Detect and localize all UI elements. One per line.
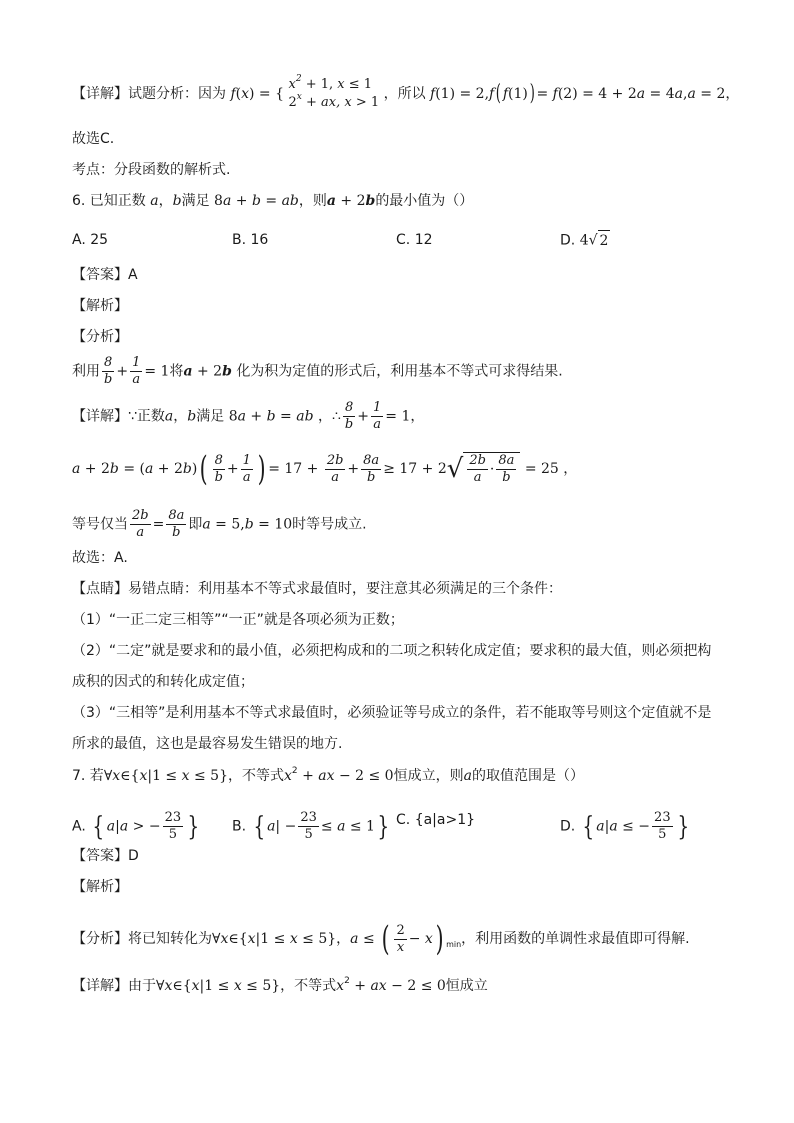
q6-stem: 6. 已知正数 a，b满足 8a + b = ab，则a + 2b的最小值为（） <box>72 193 474 209</box>
q7-option-c: C. {a|a>1} <box>396 812 476 828</box>
q7-option-a: A. { a|a > − $\frac{23}{5}$ } <box>72 810 200 842</box>
q6-point-2: （2）“二定”就是要求和的最小值，必须把构成和的二项之积转化成定值；要求积的最大值，则必须把构 <box>72 643 712 659</box>
q6-jiexi-tag: 【解析】 <box>72 298 128 314</box>
detail-intro: 试题分析：因为 <box>128 86 226 102</box>
q7-fenxi-line: 【分析】将已知转化为∀x∈{x|1 ≤ x ≤ 5}，a ≤ ( $\frac{2}{x}$ − x) $_{min}$，利用函数的单调性求最值即可得解. <box>72 919 690 959</box>
q6-detail-line: 【详解】∵正数a，b满足 8a + b = ab ，∴ $\frac{8}{b}$ + $\frac{1}{a}$ = 1， <box>72 400 425 432</box>
detail-so: ，所以 <box>383 86 426 102</box>
q6-dianjing: 【点睛】易错点睛：利用基本不等式求最值时，要注意其必须满足的三个条件： <box>72 581 562 597</box>
q6-answer: 【答案】A <box>72 267 138 283</box>
q7-jiexi-tag: 【解析】 <box>72 879 128 895</box>
q5-detail-line: 【详解】试题分析：因为 f(x) = { $x^2 + 1$, x ≤ 1 2$^x$ + ax, x > 1 ，所以 f(1) = 2,f( f(1)) = f(2) = 4 + 2a = 4a,a = 2， <box>72 74 740 110</box>
q6-option-c: C. 12 <box>396 232 433 248</box>
q6-inequality-chain: a + 2b = (a + 2b)( $\frac{8}{b}$ + $\frac{1}{a}$ ) = 17 + $\frac{2b}{a}$ + $\frac{8a}{b}$ ≥ 17 + 2√ $\frac{2b}{a}$ · $\frac{8a}{b}$ = 25 ， <box>72 449 578 489</box>
q7-option-d: D. { a|a ≤ − $\frac{23}{5}$ } <box>560 810 689 842</box>
q6-option-d: D. 4√ 2 <box>560 230 610 251</box>
q6-option-b: B. 16 <box>232 232 269 248</box>
q5-kaodian: 考点：分段函数的解析式. <box>72 162 231 178</box>
q5-conclusion: 故选C. <box>72 131 115 147</box>
q6-point-2-cont: 成积的因式的和转化成定值； <box>72 674 254 690</box>
piecewise-function: $x^2 + 1$, x ≤ 1 2$^x$ + ax, x > 1 <box>288 74 380 110</box>
q7-stem: 7. 若∀x∈{x|1 ≤ x ≤ 5}，不等式$x^2$ + ax − 2 ≤ 0恒成立，则a的取值范围是（） <box>72 766 584 784</box>
q7-answer: 【答案】D <box>72 848 139 864</box>
q6-point-3: （3）“三相等”是利用基本不等式求最值时，必须验证等号成立的条件，若不能取等号则这个定值就不是 <box>72 705 712 721</box>
q6-option-a: A. 25 <box>72 232 109 248</box>
q6-conclusion: 故选：A. <box>72 550 128 566</box>
q7-detail-line: 【详解】由于∀x∈{x|1 ≤ x ≤ 5}，不等式$x^2$ + ax − 2 ≤ 0恒成立 <box>72 976 488 994</box>
q6-point-1: （1）“一正二定三相等”“一正”就是各项必须为正数； <box>72 612 404 628</box>
q6-fenxi-line: 利用 $\frac{8}{b}$ + $\frac{1}{a}$ = 1将a + 2b 化为积为定值的形式后，利用基本不等式可求得结果. <box>72 355 563 387</box>
detail-tag: 【详解】 <box>72 86 128 102</box>
q6-point-3-cont: 所求的最值，这也是最容易发生错误的地方. <box>72 736 343 752</box>
q7-option-b: B. { a| − $\frac{23}{5}$ ≤ a ≤ 1} <box>232 810 390 842</box>
q6-equality-condition: 等号仅当 $\frac{2b}{a}$ = $\frac{8a}{b}$ 即a = 5,b = 10时等号成立. <box>72 508 367 540</box>
q6-fenxi-tag: 【分析】 <box>72 329 128 345</box>
